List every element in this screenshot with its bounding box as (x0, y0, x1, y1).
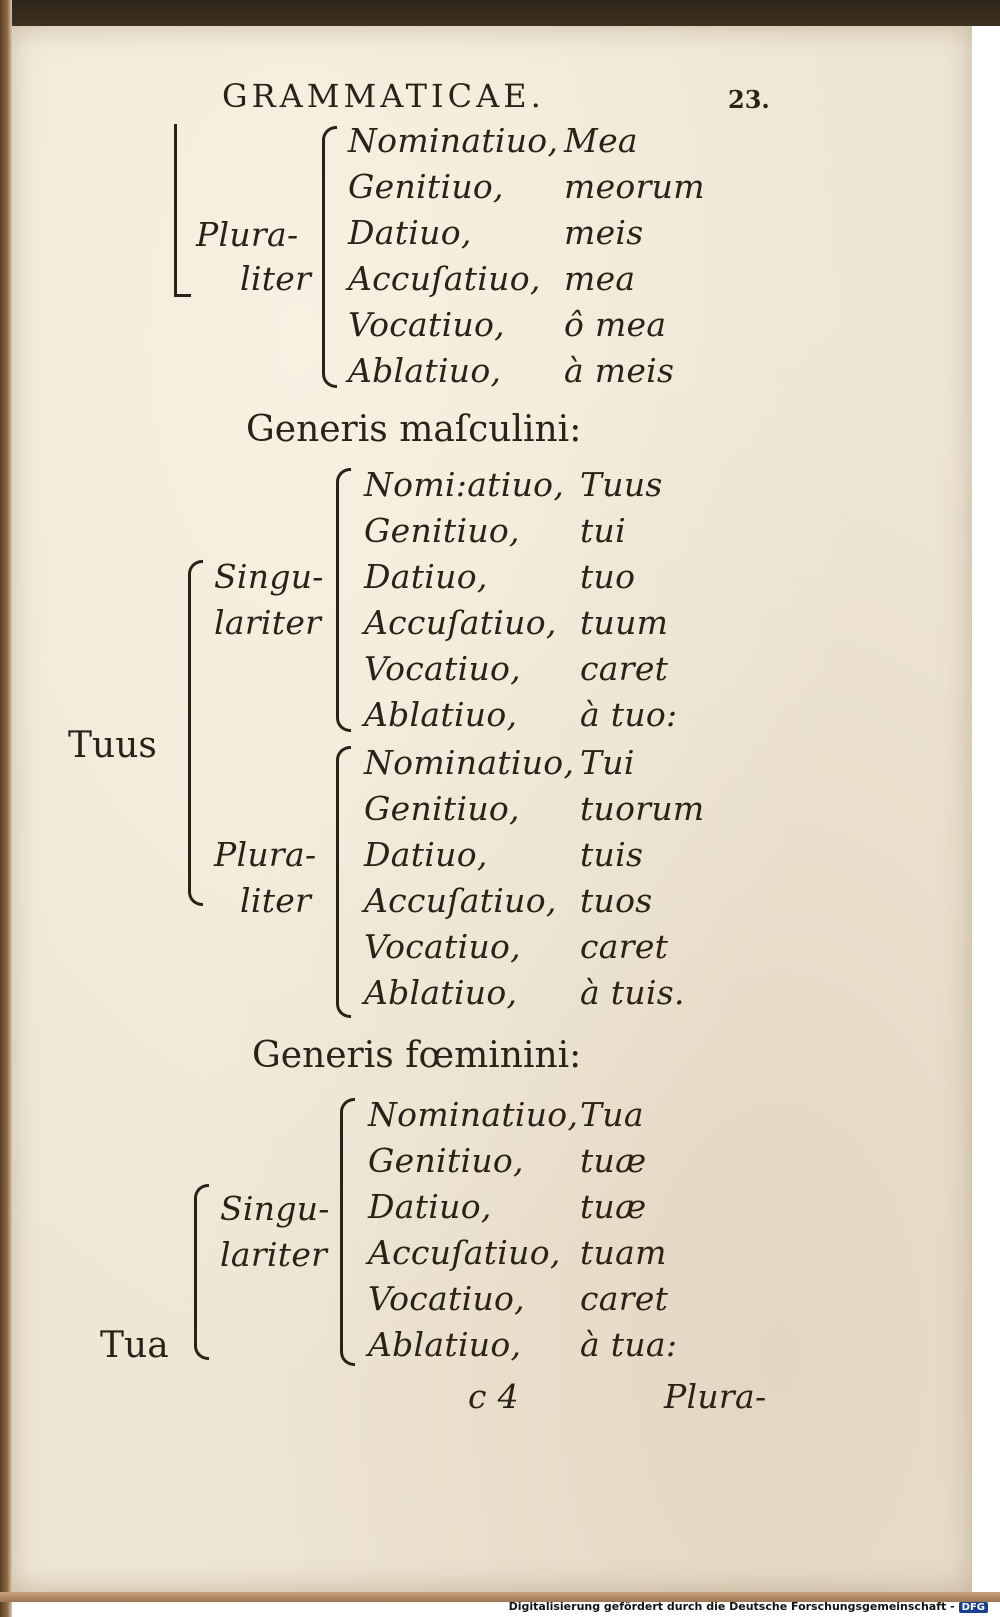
case-bracket (336, 468, 351, 732)
case-name: Nominatiuo, (348, 121, 559, 160)
declension-form: tuam (580, 1233, 667, 1272)
declension-form: tuis (580, 835, 644, 874)
declension-form: tuos (580, 881, 653, 920)
case-bracket (336, 746, 351, 1018)
case-name: Vocatiuo, (368, 1279, 525, 1318)
case-name: Accuſatiuo, (368, 1233, 561, 1272)
number-label: Singu- (220, 1189, 330, 1228)
number-label: Singu- (214, 557, 324, 596)
declension-form: à tuis. (580, 973, 685, 1012)
case-name: Accuſatiuo, (348, 259, 541, 298)
case-name: Datiuo, (364, 557, 488, 596)
declension-form: tuo (580, 557, 636, 596)
lemma: Tuus (68, 725, 157, 766)
declension-form: tuæ (580, 1141, 647, 1180)
declension-form: à meis (564, 351, 675, 390)
book-spine (0, 0, 12, 1617)
case-name: Datiuo, (368, 1187, 492, 1226)
number-label: lariter (214, 603, 322, 642)
number-label: Plura- (196, 215, 299, 254)
declension-form: Tua (580, 1095, 644, 1134)
declension-form: à tua: (580, 1325, 678, 1364)
section-heading-feminine: Generis fœminini: (252, 1035, 582, 1076)
case-name: Genitiuo, (364, 511, 520, 550)
case-name: Vocatiuo, (364, 649, 521, 688)
digitization-credit (509, 1600, 988, 1613)
section-heading-masculine: Generis maſculini: (246, 409, 582, 450)
case-name: Accuſatiuo, (364, 881, 557, 920)
number-label: liter (240, 259, 312, 298)
declension-form: ô mea (564, 305, 667, 344)
case-name: Ablatiuo, (364, 973, 518, 1012)
number-label: Plura- (214, 835, 317, 874)
case-name: Vocatiuo, (364, 927, 521, 966)
running-title: GRAMMATICAE. (222, 77, 545, 115)
case-name: Nomi:atiuo, (364, 465, 565, 504)
declension-form: meis (564, 213, 644, 252)
declension-form: à tuo: (580, 695, 678, 734)
declension-form: Tuus (580, 465, 663, 504)
case-name: Nominatiuo, (368, 1095, 579, 1134)
page-number: 23. (728, 85, 770, 114)
case-name: Ablatiuo, (364, 695, 518, 734)
declension-form: caret (580, 1279, 669, 1318)
declension-form: tuum (580, 603, 669, 642)
declension-form: tuorum (580, 789, 705, 828)
declension-form: mea (564, 259, 636, 298)
case-name: Ablatiuo, (348, 351, 502, 390)
case-name: Ablatiuo, (368, 1325, 522, 1364)
case-name: Genitiuo, (348, 167, 504, 206)
case-name: Nominatiuo, (364, 743, 575, 782)
declension-form: caret (580, 649, 669, 688)
declension-form: Mea (564, 121, 638, 160)
signature-mark: c 4 (468, 1377, 519, 1416)
outer-bracket (174, 124, 191, 297)
declension-form: meorum (564, 167, 705, 206)
dfg-logo: DFG (959, 1602, 988, 1613)
case-name: Genitiuo, (368, 1141, 524, 1180)
case-name: Datiuo, (364, 835, 488, 874)
declension-form: tuæ (580, 1187, 647, 1226)
declension-form: caret (580, 927, 669, 966)
number-label: liter (240, 881, 312, 920)
case-name: Vocatiuo, (348, 305, 505, 344)
lemma: Tua (100, 1325, 169, 1366)
declension-form: Tui (580, 743, 635, 782)
case-bracket (340, 1098, 355, 1366)
case-name: Genitiuo, (364, 789, 520, 828)
declension-form: tui (580, 511, 626, 550)
case-bracket (322, 126, 337, 388)
scan-top-edge (0, 0, 1000, 26)
catchword: Plura- (664, 1377, 767, 1416)
credit-text: Digitalisierung gefördert durch die Deutsche Forschungsgemeinschaft - (508, 1600, 955, 1613)
number-bracket (188, 560, 203, 906)
case-name: Datiuo, (348, 213, 472, 252)
number-label: lariter (220, 1235, 328, 1274)
case-name: Accuſatiuo, (364, 603, 557, 642)
number-bracket (194, 1184, 209, 1360)
